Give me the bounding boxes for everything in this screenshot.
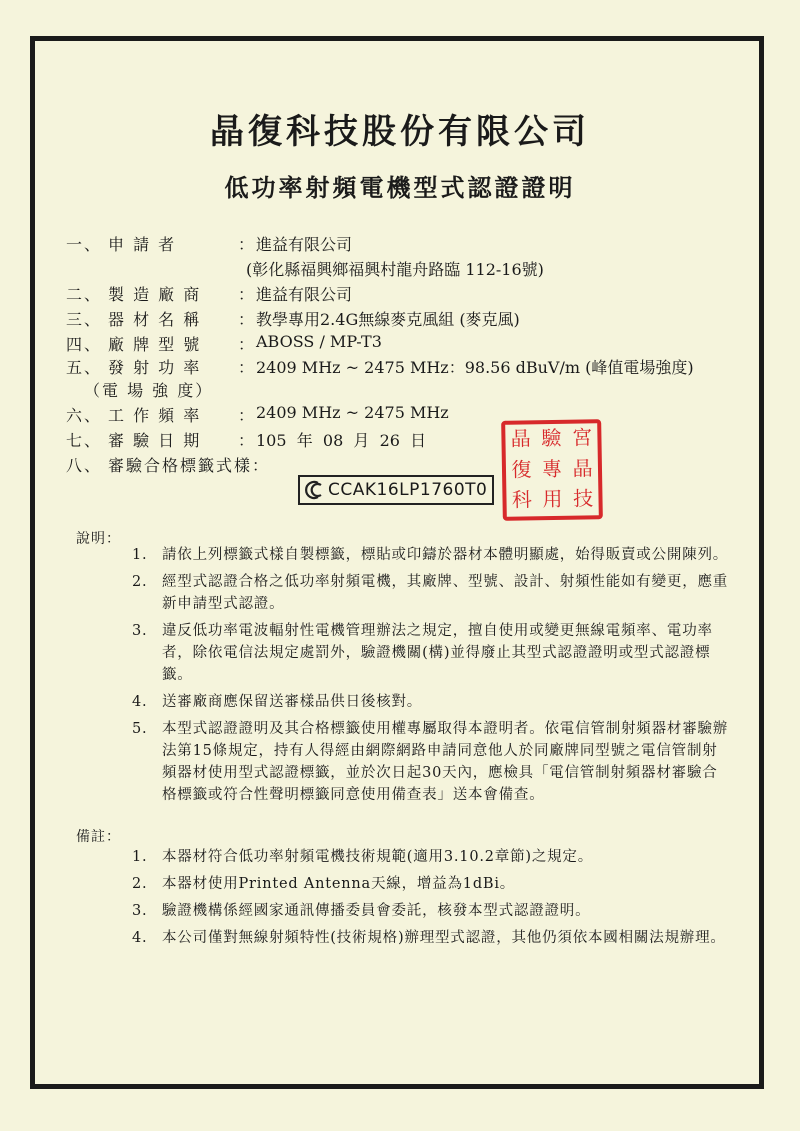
list-item: 3. 違反低功率電波輻射性電機管理辦法之規定，擅自使用或變更無線電頻率、電功率者，除依電信法規定處罰外，驗證機關(構)並得廢止其型式認證證明或型式認證標籤。 bbox=[132, 623, 713, 683]
field-frequency-label: 六、 工 作 頻 率 bbox=[66, 406, 202, 425]
list-item: 4. 送審廠商應保留送審樣品供日後核對。 bbox=[132, 694, 423, 710]
list-item: 4. 本公司僅對無線射頻特性(技術規格)辦理型式認證，其他仍須依本國相關法規辦理。 bbox=[132, 930, 726, 946]
list-item: 2. 經型式認證合格之低功率射頻電機，其廠牌、型號、設計、射頻性能如有變更，應重新申請型式認證。 bbox=[132, 574, 729, 612]
field-applicant-value: 進益有限公司 bbox=[256, 235, 353, 254]
field-power-label: 五、 發 射 功 率 bbox=[66, 358, 202, 377]
certification-code: CCAK16LP1760T0 bbox=[328, 480, 488, 500]
field-date-value: 105 年 08 月 26 日 bbox=[256, 431, 427, 450]
field-power-value: 2409 MHz ~ 2475 MHz：98.56 dBuV/m (峰值電場強度) bbox=[256, 358, 694, 377]
notes-heading: 說明： bbox=[76, 531, 121, 547]
list-item: 3. 驗證機構係經國家通訊傳播委員會委託，核發本型式認證證明。 bbox=[132, 903, 591, 919]
company-name: 晶復科技股份有限公司 bbox=[210, 112, 590, 152]
field-manufacturer-label: 二、 製 造 廠 商 bbox=[66, 285, 202, 304]
remarks-list bbox=[132, 846, 732, 954]
field-frequency-value: 2409 MHz ~ 2475 MHz bbox=[256, 403, 449, 422]
field-brand-model-value: ABOSS / MP-T3 bbox=[256, 332, 382, 351]
list-item: 2. 本器材使用Printed Antenna天線，增益為1dBi。 bbox=[132, 876, 516, 892]
field-manufacturer-value: 進益有限公司 bbox=[256, 285, 353, 304]
notes-list bbox=[132, 544, 732, 811]
field-brand-model-label: 四、 廠 牌 型 號 bbox=[66, 335, 202, 354]
list-item: 1. 本器材符合低功率射頻電機技術規範(適用3.10.2章節)之規定。 bbox=[132, 849, 594, 865]
applicant-address: (彰化縣福興鄉福興村龍舟路臨 112-16號) bbox=[246, 260, 544, 279]
company-seal-stamp: 晶 驗 宮 復 專 晶 科 用 技 bbox=[501, 419, 603, 521]
document-title: 低功率射頻電機型式認證證明 bbox=[224, 173, 576, 202]
field-device-name-value: 教學專用2.4G無線麥克風組 (麥克風) bbox=[256, 310, 520, 329]
field-device-name-label: 三、 器 材 名 稱 bbox=[66, 310, 202, 329]
remarks-heading: 備註： bbox=[76, 829, 121, 845]
list-item: 1. 請依上列標籤式樣自製標籤，標貼或印鑄於器材本體明顯處，始得販賣或公開陳列。 bbox=[132, 547, 729, 563]
field-date-label: 七、 審 驗 日 期 bbox=[66, 431, 202, 450]
list-item: 5. 本型式認證證明及其合格標籤使用權專屬取得本證明者。依電信管制射頻器材審驗辦法第15條規定，持有人得經由網際網路申請同意他人於同廠牌同型號之電信管制射頻器材使用型式認證標籤，並於次日起30天內，應檢具「電信管制射頻器材審驗合格標籤或符合性聲明標籤同意使用備查表」送本會備查。 bbox=[132, 721, 729, 803]
power-sub-label: （電 場 強 度） bbox=[84, 381, 214, 400]
cc-logo-icon bbox=[304, 479, 326, 501]
certification-label bbox=[298, 475, 494, 505]
field-label-sample-label: 八、 審驗合格標籤式樣： bbox=[66, 456, 271, 475]
field-applicant-label: 一、 申 請 者 bbox=[66, 235, 177, 254]
